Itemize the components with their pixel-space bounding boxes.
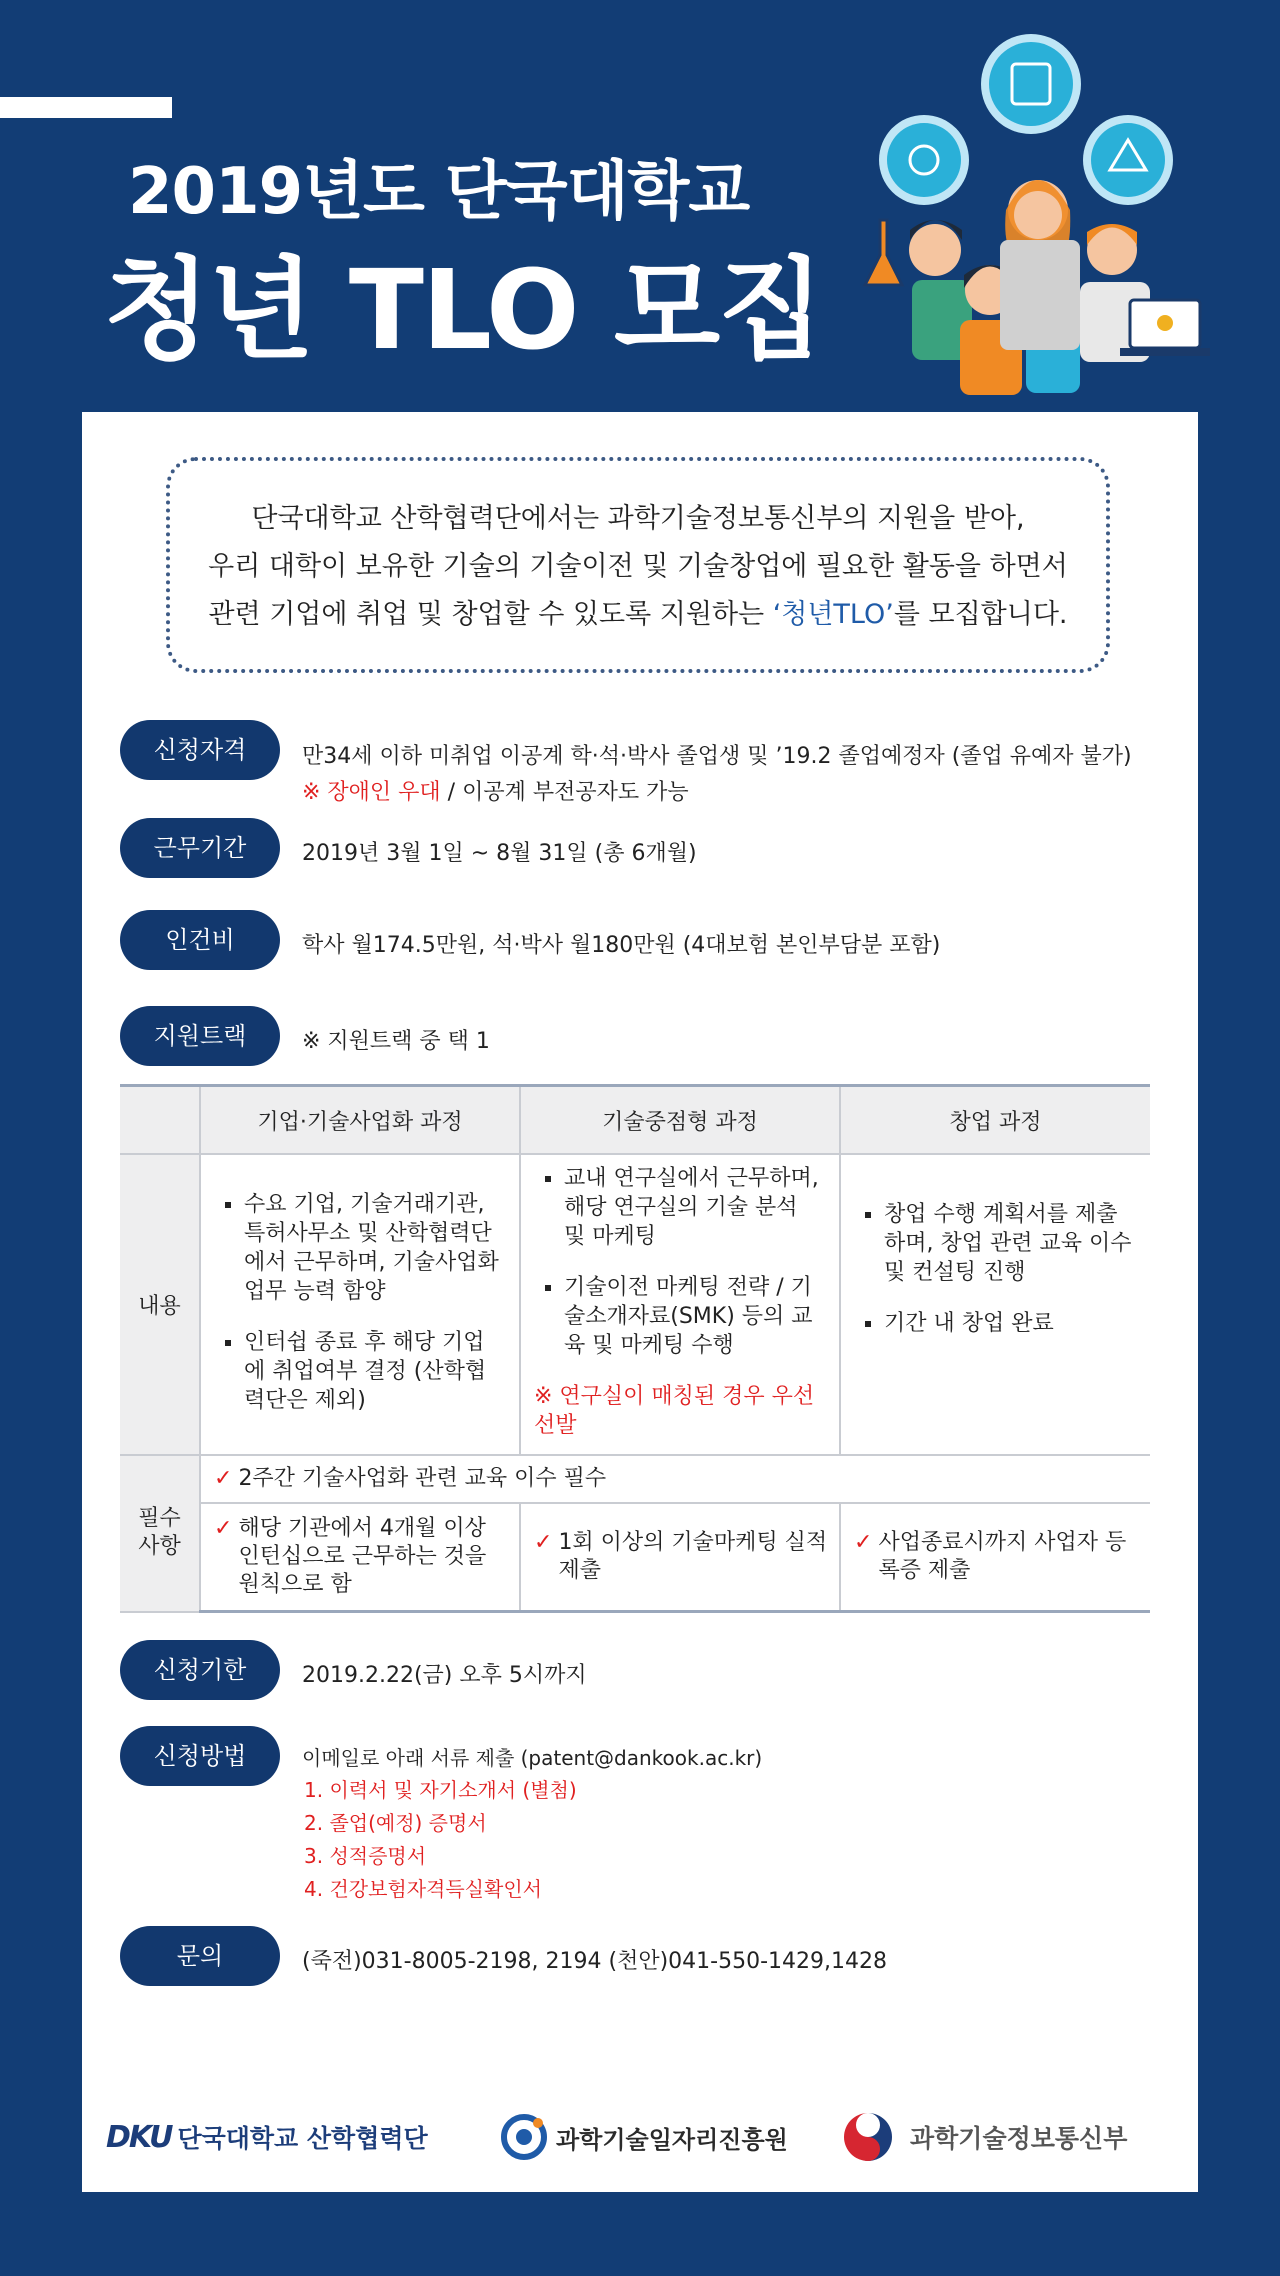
check-icon: ✓ [534,1530,553,1555]
contact-text: (죽전)031-8005-2198, 2194 (천안)041-550-1429,1428 [302,1949,887,1974]
bubble-icon-3 [1083,115,1173,205]
list-item: ▪ 기술이전 마케팅 전략 / 기술소개자료(SMK) 등의 교육 및 마케팅 수행 [564,1273,824,1360]
flask-icon [865,220,902,285]
period-text: 2019년 3월 1일 ~ 8월 31일 (총 6개월) [302,841,697,866]
track-table [120,1084,1150,1613]
list-item: ▪ 인터쉽 종료 후 해당 기업에 취업여부 결정 (산학협력단은 제외) [244,1328,504,1415]
track-content-row [120,1154,1150,1455]
track-header-1: 기업·기술사업화 과정 [200,1086,520,1155]
req-common: ✓ 2주간 기술사업화 관련 교육 이수 필수 [200,1455,1150,1503]
req-common-row [120,1455,1150,1503]
deadline-text: 2019.2.22(금) 오후 5시까지 [302,1663,587,1688]
list-item: ▪ 수요 기업, 기술거래기관, 특허사무소 및 산학협력단에서 근무하며, 기술사업화 업무 능력 함양 [244,1190,504,1306]
req-1: ✓ 해당 기관에서 4개월 이상 인턴십으로 근무하는 것을 원칙으로 함 [200,1503,520,1612]
taegeuk-logo-mark [838,2107,898,2167]
req-label: 필수사항 [120,1455,200,1612]
deadline-label: 신청기한 [120,1640,280,1700]
period-label: 근무기간 [120,818,280,878]
title-line-2: 청년 TLO 모집 [104,246,823,374]
req-2: ✓ 1회 이상의 기술마케팅 실적 제출 [520,1503,840,1612]
eligibility-text: 만34세 이하 미취업 이공계 학·석·박사 졸업생 및 ’19.2 졸업예정자 (졸업 유예자 불가) [302,744,1132,769]
list-item: 4. 건강보험자격득실확인서 [304,1877,542,1901]
bubble-icon-2 [879,115,969,205]
check-icon: ✓ [214,1516,233,1541]
track-col-1 [200,1154,520,1455]
req-3: ✓ 사업종료시까지 사업자 등록증 제출 [840,1503,1150,1612]
footer-logos [82,2102,1198,2172]
check-icon: ✓ [214,1466,233,1491]
content-card [82,412,1198,2192]
track-header-row [120,1086,1150,1155]
salary-label: 인건비 [120,910,280,970]
people [909,180,1150,395]
tlo-people-illustration [840,20,1240,400]
track-header-3: 창업 과정 [840,1086,1150,1155]
track-header-2: 기술중점형 과정 [520,1086,840,1155]
contact-label: 문의 [120,1926,280,1986]
list-item: ▪ 창업 수행 계획서를 제출하며, 창업 관련 교육 이수 및 컨설팅 진행 [884,1200,1135,1287]
eligibility-label: 신청자격 [120,720,280,780]
track-col-2 [520,1154,840,1455]
method-text: 이메일로 아래 서류 제출 (patent@dankook.ac.kr) [302,1746,763,1770]
compa-logo-mark [500,2113,548,2161]
dankook-logo: DKU 단국대학교 산학협력단 [106,2119,428,2155]
check-icon: ✓ [854,1530,873,1555]
intro-line-1: 단국대학교 산학협력단에서는 과학기술정보통신부의 지원을 받아, [251,503,1025,534]
content-label: 내용 [120,1154,200,1455]
list-item: ▪ 기간 내 창업 완료 [884,1309,1135,1338]
track-col-3 [840,1154,1150,1455]
msit-logo: 과학기술정보통신부 [838,2102,1127,2172]
method-label: 신청방법 [120,1726,280,1786]
list-item: 1. 이력서 및 자기소개서 (별첨) [304,1778,577,1802]
title-line-1: 2019년도 단국대학교 [128,155,750,229]
track-label: 지원트랙 [120,1006,280,1066]
lab-matching-note: ※ 연구실이 매칭된 경우 우선 선발 [534,1384,815,1438]
intro-line-3: 관련 기업에 취업 및 창업할 수 있도록 지원하는 ‘청년TLO’를 모집합니다. [208,599,1068,630]
compa-logo: 과학기술일자리진흥원 [500,2102,788,2172]
tlo-highlight: ‘청년TLO’ [772,599,894,630]
track-text: ※ 지원트랙 중 택 1 [302,1029,490,1054]
list-item: 3. 성적증명서 [304,1844,427,1868]
bubble-icon-1 [981,34,1081,134]
document-list [302,1774,577,1906]
salary-text: 학사 월174.5만원, 석·박사 월180만원 (4대보험 본인부담분 포함) [302,933,941,958]
intro-line-2: 우리 대학이 보유한 기술의 기술이전 및 기술창업에 필요한 활동을 하면서 [208,551,1068,582]
list-item: 2. 졸업(예정) 증명서 [304,1811,487,1835]
list-item: ▪ 교내 연구실에서 근무하며, 해당 연구실의 기술 분석 및 마케팅 [564,1164,824,1251]
intro-box [166,457,1110,673]
header-accent-bar [0,97,172,118]
req-track-row [120,1503,1150,1612]
eligibility-note: ※ 장애인 우대 / 이공계 부전공자도 가능 [302,780,689,805]
laptop-icon [1120,300,1210,356]
